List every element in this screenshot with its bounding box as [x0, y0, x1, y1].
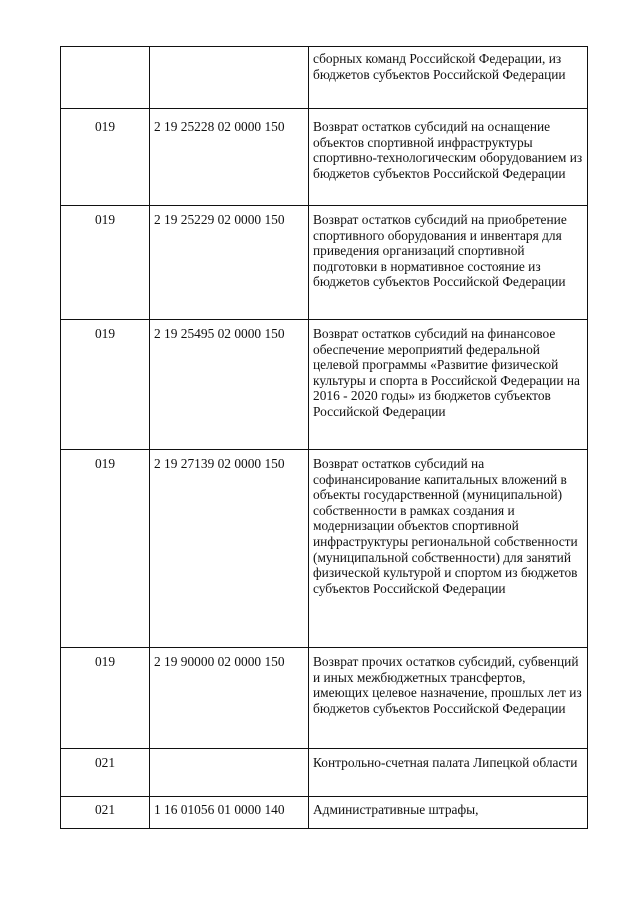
admin-code-cell: 019 [61, 648, 150, 749]
table-row [61, 109, 588, 206]
kbk-code-cell [150, 47, 309, 109]
table-row [61, 648, 588, 749]
description-cell: сборных команд Российской Федерации, из бюджетов субъектов Российской Федерации [309, 47, 588, 109]
table-row [61, 47, 588, 109]
admin-code-cell [61, 47, 150, 109]
table-row [61, 320, 588, 450]
description-cell: Возврат прочих остатков субсидий, субвенций и иных межбюджетных трансфертов, имеющих целевое назначение, прошлых лет из бюджетов субъектов Российской Федерации [309, 648, 588, 749]
admin-code-cell: 021 [61, 749, 150, 797]
description-cell: Возврат остатков субсидий на финансовое обеспечение мероприятий федеральной целевой программы «Развитие физической культуры и спорта в Российской Федерации на 2016 - 2020 годы» из бюджетов субъектов Российской Федерации [309, 320, 588, 450]
kbk-code-cell: 2 19 25228 02 0000 150 [150, 109, 309, 206]
kbk-code-cell: 2 19 25495 02 0000 150 [150, 320, 309, 450]
table-row [61, 450, 588, 648]
kbk-code-cell: 1 16 01056 01 0000 140 [150, 797, 309, 829]
table-row [61, 749, 588, 797]
kbk-code-cell: 2 19 27139 02 0000 150 [150, 450, 309, 648]
description-cell: Контрольно-счетная палата Липецкой области [309, 749, 588, 797]
admin-code-cell: 021 [61, 797, 150, 829]
description-cell: Административные штрафы, [309, 797, 588, 829]
description-cell: Возврат остатков субсидий на оснащение объектов спортивной инфраструктуры спортивно-технологическим оборудованием из бюджетов субъектов Российской Федерации [309, 109, 588, 206]
admin-code-cell: 019 [61, 450, 150, 648]
description-cell: Возврат остатков субсидий на софинансирование капитальных вложений в объекты государственной (муниципальной) собственности в рамках создания и модернизации объектов спортивной инфраструктуры региональной собственности (муниципальной собственности) для занятий физической культурой и спортом из бюджетов субъектов Российской Федерации [309, 450, 588, 648]
admin-code-cell: 019 [61, 206, 150, 320]
description-cell: Возврат остатков субсидий на приобретение спортивного оборудования и инвентаря для приведения организаций спортивной подготовки в нормативное состояние из бюджетов субъектов Российской Федерации [309, 206, 588, 320]
admin-code-cell: 019 [61, 109, 150, 206]
kbk-code-cell: 2 19 25229 02 0000 150 [150, 206, 309, 320]
table-row [61, 206, 588, 320]
kbk-code-cell [150, 749, 309, 797]
table-row [61, 797, 588, 829]
kbk-code-cell: 2 19 90000 02 0000 150 [150, 648, 309, 749]
admin-code-cell: 019 [61, 320, 150, 450]
budget-classification-table [60, 46, 588, 829]
